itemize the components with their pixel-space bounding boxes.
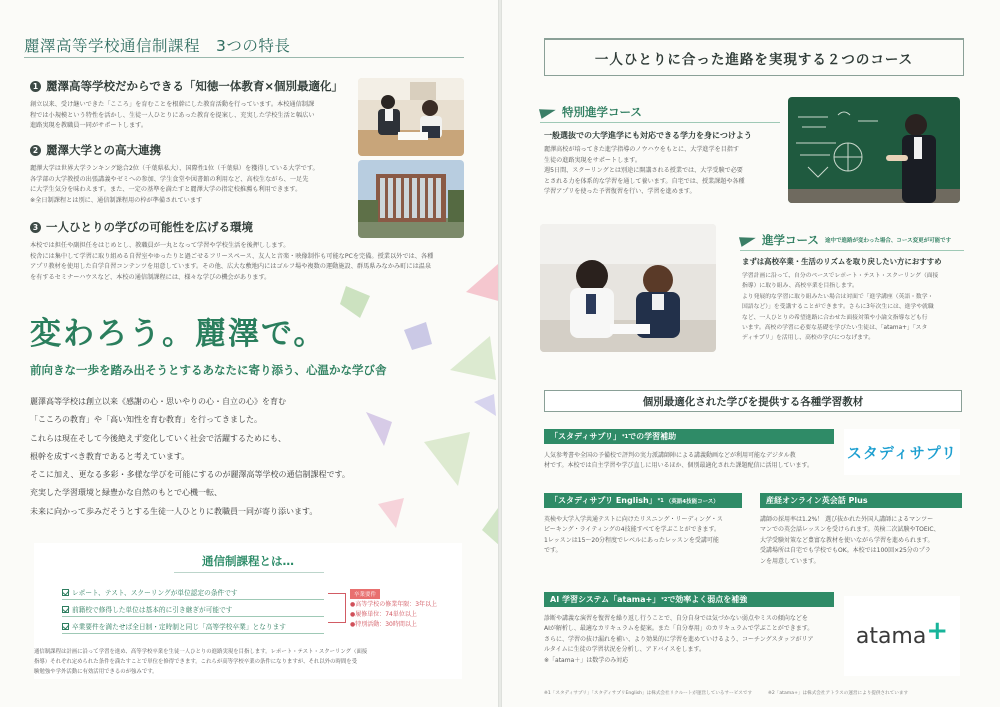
courses-banner: 一人ひとりに合った進路を実現する２つのコース (544, 38, 964, 76)
lead-line: 未来に向かって歩みだそうとする生徒一人ひとりに教職員一同が寄り添います。 (30, 506, 318, 516)
title-divider (24, 57, 464, 58)
text-line: です。 (544, 547, 562, 555)
text-line: を有するセミナーハウスなど、本校の通信制課程には、様々な学びの機会があります。 (30, 273, 271, 281)
text-line: とされる力を体系的な学習を通して養います。自宅では、授業課題や各種 (544, 177, 745, 185)
graduation-requirements (350, 581, 460, 630)
atama-plus-text (544, 614, 814, 666)
footnote-mark: *2 (661, 596, 668, 603)
text-line: 各学部の大学教授の出張講義やゼミへの参加、学生食堂や図書館の利用など、高校生ながら、一足先 (30, 175, 309, 183)
footnote-2: ※2「atama+」は株式会社アトラスの運営により提供されています (768, 691, 909, 696)
decorative-gem (470, 392, 498, 420)
number-badge: 2 (30, 145, 41, 156)
decorative-gem (480, 508, 498, 548)
text-line: マンでの英会話レッスンを受けられます。英検二次試験やTOEIC、 (760, 526, 940, 534)
course-2-title (740, 232, 951, 248)
number-badge: 1 (30, 81, 41, 92)
check-item (62, 585, 324, 600)
course-1-text (544, 145, 745, 198)
text-line: 本校では担任や副担任をはじめとし、教職員が一丸となって学習や学校生活を後押しします。 (30, 242, 290, 249)
right-page (502, 0, 1000, 707)
text-line: 週5日間、スクーリングとは別途に開講される授業では、大学受験で必要 (544, 167, 743, 175)
students-photo (540, 224, 716, 352)
decorative-gem (462, 262, 498, 312)
text-line: 国語など）」を受講することができます。さらに3年次生には、進学や就職 (742, 304, 934, 311)
box-body-text (34, 647, 470, 677)
checklist (62, 585, 324, 636)
campus-building-photo (358, 160, 464, 238)
sankei-online-heading (760, 493, 962, 508)
text-line: ディサプリ」を活用し、高校の学びにつなげます。 (742, 335, 875, 342)
lead-line: 根幹を成すべき教育であると考えています。 (30, 451, 190, 461)
box-title: 通信制課程とは… (202, 554, 294, 568)
service-title-note: （英語4技能コース） (665, 498, 719, 505)
correspondence-info-box (34, 543, 462, 679)
text-line: 進路実現を教職員一同がサポートします。 (30, 122, 148, 129)
text-line: ンを用意しています。 (760, 557, 820, 565)
text-line: 学習計画に沿って、自分のペースでレポート・テスト・スクーリング（面接 (742, 273, 939, 279)
requirement-item: ●高等学校の修業年限：3年以上 (350, 601, 438, 608)
page-title: 麗澤高等学校通信制課程 3つの特長 (24, 37, 291, 55)
text-line: 診断や講義な演習を復習を繰り返し行うことで、自分自身では気づかない弱点やミスの傾向などを (544, 615, 808, 622)
text-line: さらに、学習の抜け漏れを補い、より効果的に学習を進めていけるよう、コーチングスタッフがリア (544, 635, 814, 643)
lead-line: これらは現在そして今後絶えず変化していく社会で活躍するためにも、 (30, 433, 286, 443)
check-item (62, 619, 324, 634)
feature-heading: 一人ひとりの学びの可能性を広げる環境 (46, 220, 253, 234)
catchphrase: 変わろう。麗澤で。 (30, 316, 327, 352)
number-badge: 3 (30, 222, 41, 233)
footnote-mark: *1 (657, 497, 664, 504)
course-change-note: 途中で進路が変わった場合、コース変更が可能です (824, 238, 952, 244)
lead-line: そこに加え、更なる多彩・多様な学びを可能にするのが麗澤高等学校の通信制課程です。 (30, 470, 350, 480)
text-line: 学習アプリを使った予習復習を行い、学習を進めます。 (544, 188, 696, 196)
text-line: ※「atama＋」は数学のみ対応 (544, 656, 629, 664)
check-item (62, 602, 324, 617)
service-title: 産経オンライン英会話 Plus (766, 496, 868, 505)
text-line: に大学生気分を味わえます。また、一定の基準を満たすと麗澤大学の指定校推薦も利用できます。 (30, 186, 302, 193)
service-title-suffix: で効率よく弱点を補強 (667, 595, 748, 604)
sub-catchphrase: 前向きな一歩を踏み出そうとするあなたに寄り添う、心温かな学び舎 (30, 363, 387, 377)
text-line: 校舎には集中して学習に取り組める自習室やゆったりと過ごせるフリースペース、友人と音楽・映像制作も可能なPCを完備。授業以外では、各種 (30, 252, 434, 260)
text-line: 英検や大学入学共通テストに向けたリスニング・リーディング・ス (544, 516, 723, 523)
lead-line: 「こころの教育」や「高い知性を育む教育」を行ってきました。 (30, 415, 262, 425)
course-title-text: 進学コース (762, 233, 819, 247)
teacher-blackboard-photo (788, 97, 960, 203)
text-line: ピーキング・ライティングの4技能すべてを学ぶことができます。 (544, 526, 721, 534)
check-text: レポート、テスト、スクーリングが単位認定の条件です (72, 589, 238, 597)
text-line: 生徒の進路実現をサポートします。 (544, 156, 642, 164)
feature-text (30, 241, 470, 283)
paper-plane-icon (539, 105, 557, 119)
text-line: 通信制課程は計画に沿って学習を進め、高等学校卒業を生徒一人ひとりの進路実現を目指します。レポート・テスト・スクーリング（面接 (34, 649, 368, 655)
requirement-item: ●特別活動：30時間以上 (350, 621, 417, 628)
studysapuri-text (544, 451, 813, 472)
service-title: 「スタディサプリ English」 (550, 496, 657, 505)
footnote-1: ※1「スタディサプリ」「スタディサプリEnglish」は株式会社リクルートが運営しているサービスです (544, 691, 753, 696)
course-1-title (540, 104, 642, 120)
checkbox-icon (62, 623, 69, 630)
text-line: アプリ教材を使用した自学自習コンテンツを用意しています。その他、広大な敷地内にはゴルフ場や複数の運動施設、群馬県みなかみ町には温泉 (30, 263, 432, 270)
footnote-mark: *1 (622, 433, 629, 440)
course-2-subtitle: まずは高校卒業・生活のリズムを取り戻したい方におすすめ (742, 257, 942, 266)
course-title-text: 特別進学コース (562, 105, 642, 119)
text-line: 受講場所は自宅でも学校でもOK。本校では100回×25分のプラ (760, 547, 931, 555)
box-title-underline (174, 572, 324, 573)
feature-heading: 麗澤高等学校だからできる「知徳一体教育×個別最適化」 (46, 79, 344, 93)
decorative-gem (440, 330, 496, 386)
materials-section-title: 個別最適化された学びを提供する各種学習教材 (544, 390, 962, 412)
text-line: います。高校の学習に必要な基礎を学びたい生徒は、「atama+」「スタ (742, 325, 928, 332)
atama-plus-heading (544, 592, 834, 607)
text-line: ※全日制課程とは別に、通信制課程用の枠が準備されています (30, 196, 203, 204)
decorative-gem (374, 496, 410, 530)
text-line: 創立以来、受け継いできた「こころ」を育むことを根幹にした教育活動を行っています。本校通信制課 (30, 101, 315, 108)
text-line: 1レッスンは15〜20分程度でレベルにあったレッスンを受講可能 (544, 536, 719, 544)
service-title-suffix: での学習補助 (628, 432, 677, 441)
decorative-gem (360, 408, 396, 448)
classroom-photo (358, 78, 464, 156)
text-line: 験勉強や学外活動に有効活用できるのが強みです。 (34, 669, 158, 675)
text-line: 人気参考書や全国の予備校で評判の実力派講師陣による講義動画などが利用可能なデジタル教 (544, 452, 796, 459)
paper-plane-icon (739, 233, 757, 247)
service-title: AI 学習システム「atama+」 (550, 595, 661, 604)
logo-text: スタディサプリ (846, 443, 958, 462)
logo-plus-mark: + (926, 616, 949, 646)
text-line: 指導）それぞれ定められた条件を満たすことで単位を修得できます。これらが高等学校卒業の条件になりますが、それ以外の時間を受 (34, 659, 358, 665)
text-line: など、一人ひとりの希望進路に合わせた面接対策や小論文指導なども行 (742, 314, 928, 321)
sankei-online-text (760, 515, 940, 567)
requirement-item: ●履修単位：74単位以上 (350, 611, 417, 618)
check-text: 卒業要件を満たせば全日制・定時制と同じ「高等学校卒業」となります (72, 623, 286, 631)
text-line: 大学受験対策など豊富な教材を使いながら学習を進められます。 (760, 536, 934, 544)
feature-1 (30, 78, 350, 132)
feature-2 (30, 142, 350, 206)
studysapuri-logo (844, 429, 960, 475)
feature-heading: 麗澤大学との高大連携 (46, 143, 161, 157)
requirements-tag: 卒業要件 (350, 589, 380, 599)
text-line: 材です。本校では自主学習や学び直しに用いるほか、個別最適化された課題配信に活用しています。 (544, 462, 814, 470)
text-line: 指導）に取り組み、高校卒業を目指します。 (742, 283, 858, 290)
checkbox-icon (62, 589, 69, 596)
text-line: 麗澤大学は世界大学ランキング総合2位（千葉県私大）、国際性1位（千葉県）を獲得している大学です。 (30, 165, 319, 172)
left-page (0, 0, 498, 707)
feature-text (30, 100, 350, 132)
course-divider (540, 122, 780, 123)
decorative-gem (412, 428, 474, 490)
studysapuri-english-heading (544, 493, 742, 508)
bracket-arrow-icon (328, 593, 346, 623)
check-text: 前籍校で修得した単位は基本的に引き継ぎが可能です (72, 606, 233, 614)
logo-text: atama (855, 623, 927, 649)
feature-text (30, 164, 350, 206)
text-line: 講師の採用率は1.2%！ 選び抜かれた外国人講師によるマンツー (760, 516, 934, 523)
lead-line: 充実した学習環境と緑豊かな自然のもとで心機一転、 (30, 488, 222, 498)
text-line: 麗澤高校が培ってきた進学指導のノウハウをもとに、大学進学を目指す (544, 146, 739, 153)
text-line: ルタイムに生徒の学習状況を分析し、アドバイスをします。 (544, 646, 705, 654)
checkbox-icon (62, 606, 69, 613)
text-line: より発展的な学習に取り組みたい場合は対面で「進学講座（英語・数学・ (742, 293, 934, 300)
course-2-text (742, 271, 938, 344)
course-1-subtitle: 一般選抜での大学進学にも対応できる学力を身につけよう (544, 131, 752, 140)
course-divider (740, 250, 964, 251)
text-line: 程では小規模という特性を活かし、生徒一人ひとりにあった教育を提案し、充実した学校生活と幅広い (30, 111, 315, 119)
service-title: 「スタディサプリ」 (550, 432, 622, 441)
text-line: AIが解析し、最適なカリキュラムを提案。また「自分専用」のカリキュラムで学ぶことができます。 (544, 625, 814, 633)
decorative-gem (336, 282, 376, 322)
atama-plus-logo (844, 596, 960, 676)
studysapuri-english-text (544, 515, 723, 557)
decorative-gem (400, 318, 436, 354)
lead-line: 麗澤高等学校は創立以来《感謝の心・思いやりの心・自立の心》を育む (30, 397, 286, 406)
studysapuri-heading (544, 429, 834, 444)
